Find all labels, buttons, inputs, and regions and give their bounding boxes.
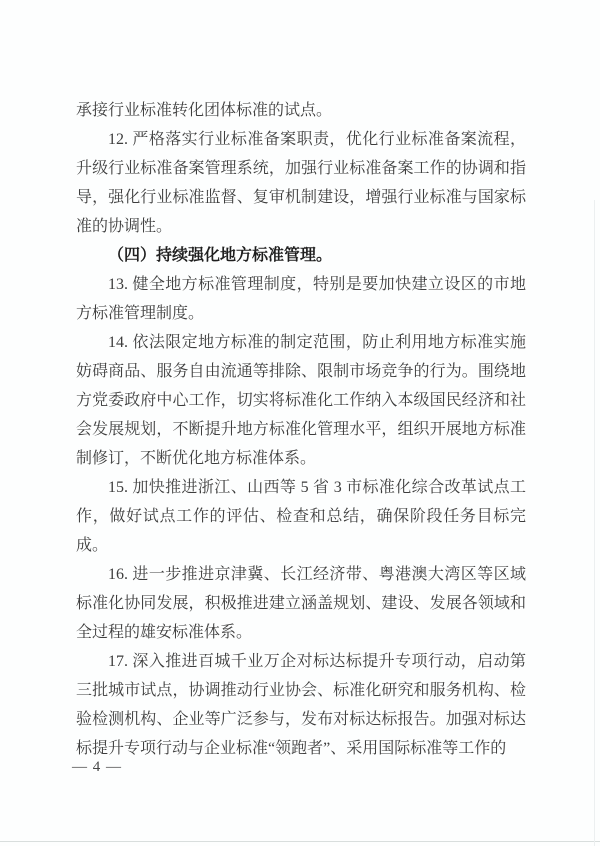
paragraph-item-14: 14. 依法限定地方标准的制定范围，防止利用地方标准实施妨碍商品、服务自由流通等排除、限制市场竞争的行为。围绕地方党委政府中心工作，切实将标准化工作纳入本级国民经济和社会发展规划，不断提升地方标准化管理水平，组织开展地方标准制修订，不断优化地方标准体系。 <box>76 334 526 467</box>
paragraph-item-13: 13. 健全地方标准管理制度，特别是要加快建立设区的市地方标准管理制度。 <box>76 276 526 322</box>
paragraph-item-17: 17. 深入推进百城千业万企对标达标提升专项行动，启动第三批城市试点，协调推动行业协会、标准化研究和服务机构、检验检测机构、企业等广泛参与，发布对标达标报告。加强对标达标提升专项行动与企业标准“领跑者”、采用国际标准等工作的 <box>76 653 526 757</box>
document-body <box>76 96 526 763</box>
paragraph-item-16: 16. 进一步推进京津冀、长江经济带、粤港澳大湾区等区域标准化协同发展，积极推进建立涵盖规划、建设、发展各领域和全过程的雄安标准体系。 <box>76 566 526 641</box>
scan-edge-bottom <box>0 841 600 842</box>
scan-edge-right <box>594 200 595 846</box>
section-heading-4: （四）持续强化地方标准管理。 <box>108 247 333 264</box>
paragraph-item-15: 15. 加快推进浙江、山西等 5 省 3 市标准化综合改革试点工作，做好试点工作的评估、检查和总结，确保阶段任务目标完成。 <box>76 479 526 554</box>
paragraph-continuation: 承接行业标准转化团体标准的试点。 <box>76 102 333 119</box>
paragraph-item-12: 12. 严格落实行业标准备案职责，优化行业标准备案流程，升级行业标准备案管理系统，加强行业标准备案工作的协调和指导，强化行业标准监督、复审机制建设，增强行业标准与国家标准的协调性。 <box>76 131 526 235</box>
page-number: — 4 — <box>72 759 122 775</box>
